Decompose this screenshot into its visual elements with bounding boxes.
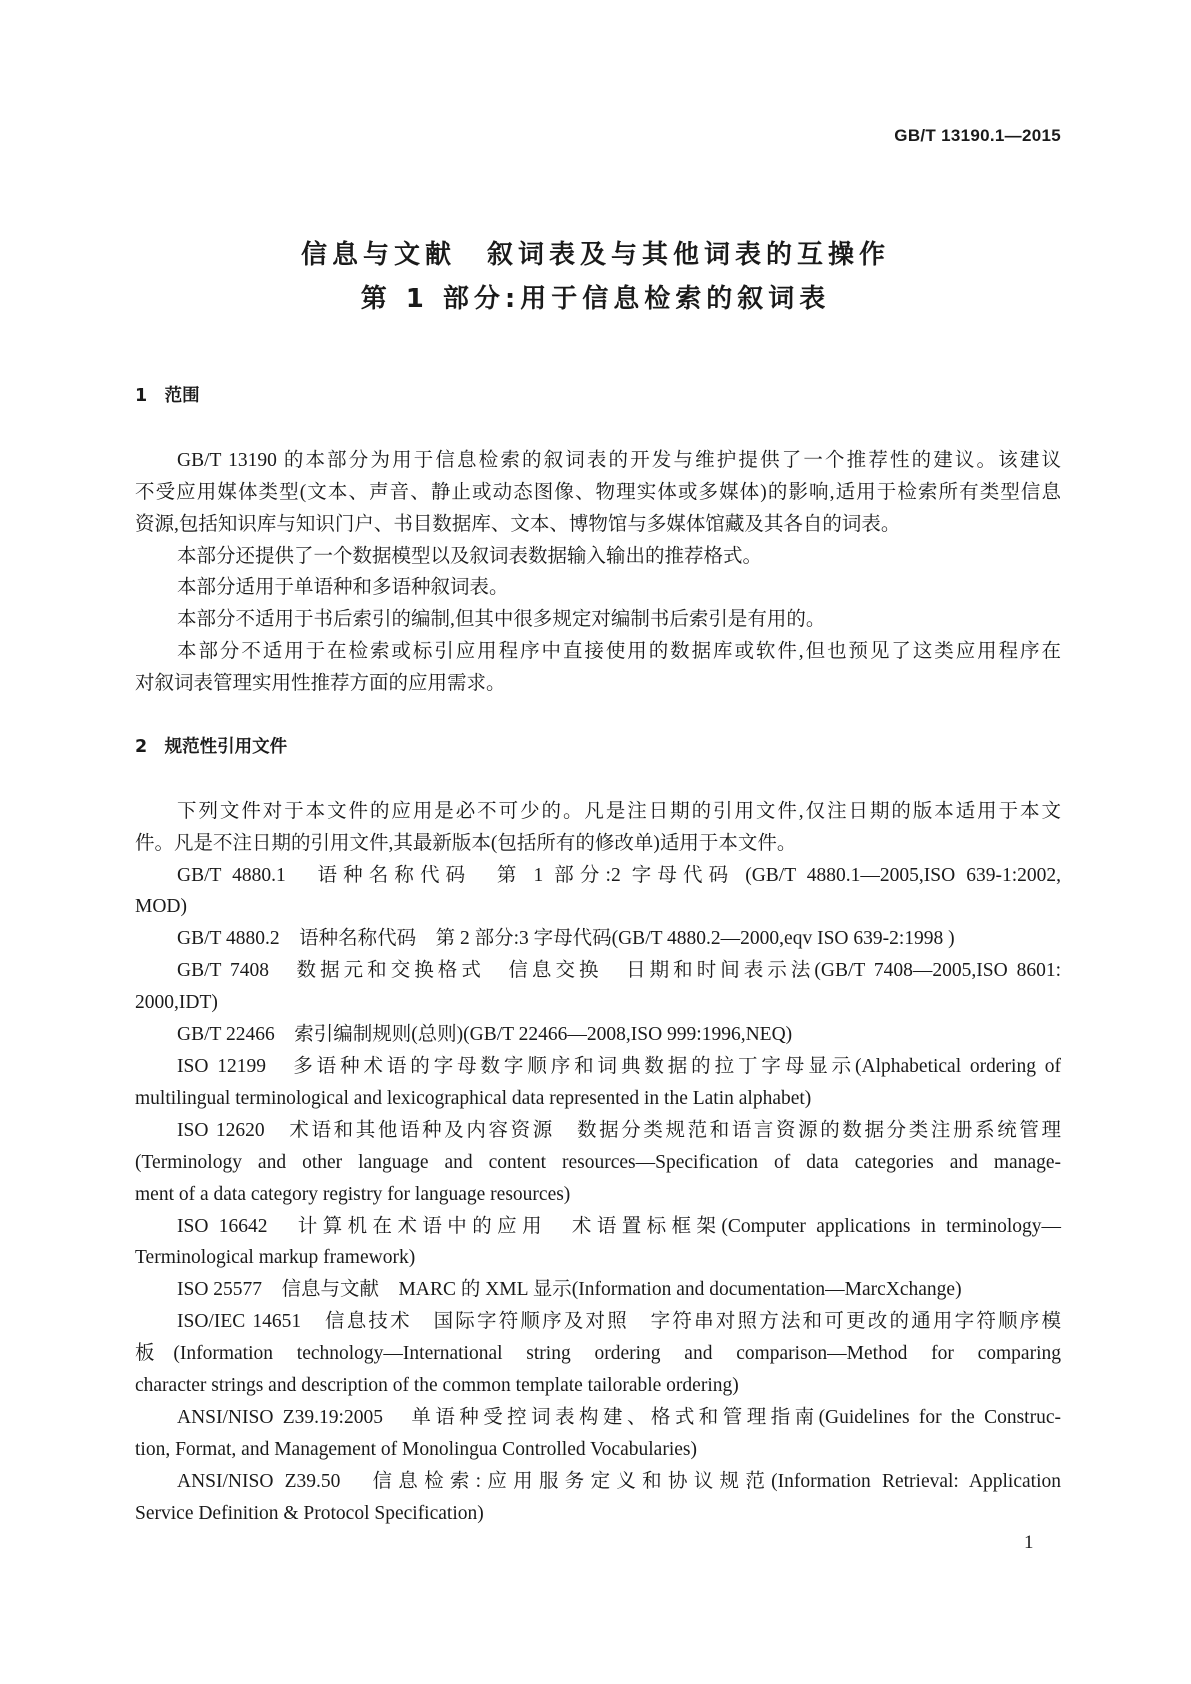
paragraph (135, 572, 1061, 604)
paragraph (135, 1019, 1061, 1051)
section-heading: 2 规范性引用文件 (135, 736, 288, 757)
page-number: 1 (1024, 1532, 1034, 1553)
text-line: 本部分适用于单语种和多语种叙词表。 (177, 577, 509, 599)
text-line: 板(Information technology—International string ordering and comparison—Method for comparing (135, 1343, 1061, 1365)
paragraph (135, 1402, 1061, 1466)
text-line: ISO 16642 计算机在术语中的应用 术语置标框架(Computer applications in terminology— (177, 1215, 1061, 1237)
text-line: ISO/IEC 14651 信息技术 国际字符顺序及对照 字符串对照方法和可更改的通用字符顺序模 (177, 1311, 1061, 1333)
text-line: Service Definition & Protocol Specification) (135, 1502, 484, 1524)
paragraph (135, 955, 1061, 1019)
text-line: 资源,包括知识库与知识门户、书目数据库、文本、博物馆与多媒体馆藏及其各自的词表。 (135, 513, 901, 535)
paragraph (135, 860, 1061, 924)
paragraph (135, 604, 1061, 636)
paragraph (135, 1466, 1061, 1530)
text-line: 下列文件对于本文件的应用是必不可少的。凡是注日期的引用文件,仅注日期的版本适用于本文 (177, 800, 1061, 822)
paragraph (135, 636, 1061, 700)
text-line: GB/T 4880.2 语种名称代码 第 2 部分:3 字母代码(GB/T 4880.2—2000,eqv ISO 639-2:1998 ) (177, 928, 955, 950)
paragraph (135, 541, 1061, 573)
text-line: 2000,IDT) (135, 992, 218, 1014)
text-line: 件。凡是不注日期的引用文件,其最新版本(包括所有的修改单)适用于本文件。 (135, 832, 797, 854)
text-line: GB/T 13190 的本部分为用于信息检索的叙词表的开发与维护提供了一个推荐性的建议。该建议 (177, 449, 1061, 471)
paragraph (135, 1274, 1061, 1306)
paragraph (135, 1051, 1061, 1115)
text-line: ment of a data category registry for language resources) (135, 1183, 571, 1205)
text-line: ANSI/NISO Z39.19:2005 单语种受控词表构建、格式和管理指南(Guidelines for the Construc- (177, 1406, 1061, 1428)
text-line: MOD) (135, 896, 187, 918)
document-body (135, 381, 1061, 1530)
text-line: tion, Format, and Management of Monolingua Controlled Vocabularies) (135, 1438, 697, 1460)
text-line: GB/T 4880.1 语种名称代码 第 1 部分:2 字母代码 (GB/T 4880.1—2005,ISO 639-1:2002, (177, 864, 1061, 886)
document-title-line-1: 信息与文献 叙词表及与其他词表的互操作 (300, 240, 890, 270)
spacer (135, 700, 1061, 732)
text-line: ANSI/NISO Z39.50 信息检索:应用服务定义和协议规范(Information Retrieval: Application (177, 1470, 1061, 1492)
text-line: 本部分不适用于书后索引的编制,但其中很多规定对编制书后索引是有用的。 (177, 609, 826, 631)
text-line: GB/T 7408 数据元和交换格式 信息交换 日期和时间表示法(GB/T 7408—2005,ISO 8601: (177, 960, 1061, 982)
paragraph (135, 1211, 1061, 1275)
text-line: character strings and description of the common template tailorable ordering) (135, 1375, 739, 1397)
text-line: ISO 25577 信息与文献 MARC 的 XML 显示(Information and documentation—MarcXchange) (177, 1279, 962, 1301)
paragraph (135, 1115, 1061, 1211)
paragraph (135, 1306, 1061, 1402)
text-line: GB/T 22466 索引编制规则(总则)(GB/T 22466—2008,ISO 999:1996,NEQ) (177, 1024, 793, 1046)
paragraph (135, 923, 1061, 955)
standard-code: GB/T 13190.1—2015 (894, 126, 1061, 145)
spacer (135, 413, 1061, 445)
spacer (135, 764, 1061, 796)
text-line: 不受应用媒体类型(文本、声音、静止或动态图像、物理实体或多媒体)的影响,适用于检索所有类型信息 (135, 481, 1061, 503)
text-line: 对叙词表管理实用性推荐方面的应用需求。 (135, 673, 506, 695)
text-line: ISO 12199 多语种术语的字母数字顺序和词典数据的拉丁字母显示(Alphabetical ordering of (177, 1055, 1061, 1077)
text-line: (Terminology and other language and content resources—Specification of data categories and manage- (135, 1151, 1061, 1173)
paragraph (135, 445, 1061, 541)
text-line: Terminological markup framework) (135, 1247, 416, 1269)
document-title-line-2: 第 1 部分:用于信息检索的叙词表 (360, 284, 831, 314)
text-line: multilingual terminological and lexicographical data represented in the Latin alphabet) (135, 1087, 812, 1109)
section-heading: 1 范围 (135, 386, 200, 406)
paragraph (135, 796, 1061, 860)
text-line: ISO 12620 术语和其他语种及内容资源 数据分类规范和语言资源的数据分类注册系统管理 (177, 1119, 1061, 1141)
text-line: 本部分不适用于在检索或标引应用程序中直接使用的数据库或软件,但也预见了这类应用程序在 (177, 641, 1061, 663)
text-line: 本部分还提供了一个数据模型以及叙词表数据输入输出的推荐格式。 (177, 545, 763, 567)
